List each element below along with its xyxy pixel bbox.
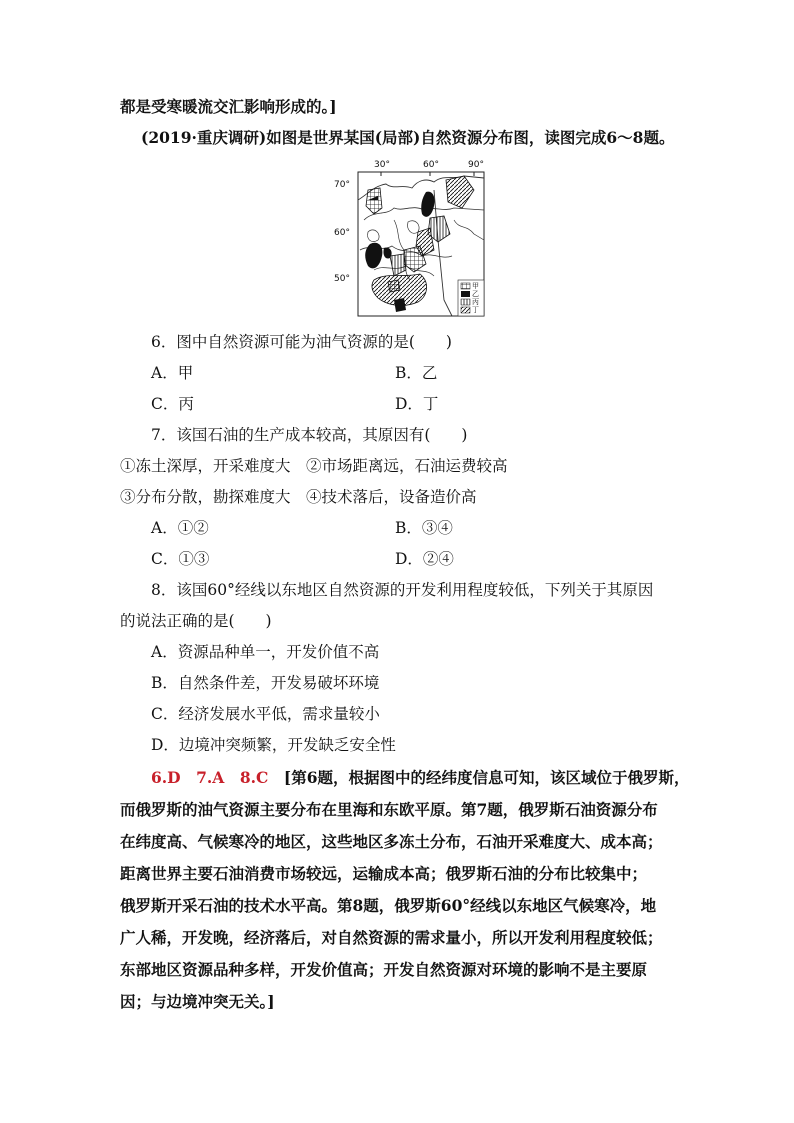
lat-label-60: 60° xyxy=(334,228,350,238)
q8-option-a: A．资源品种单一，开发价值不高 xyxy=(151,643,380,661)
q7-statements-1: ①冻土深厚，开采难度大 ②市场距离远，石油运费较高 xyxy=(120,457,508,475)
q8-option-d: D．边境冲突频繁，开发缺乏安全性 xyxy=(151,736,396,754)
answer-line-6: 广人稀，开发晚，经济落后，对自然资源的需求量小，所以开发利用程度较低； xyxy=(120,928,663,947)
q6-option-d: D．丁 xyxy=(395,395,439,413)
q7-option-d: D．②④ xyxy=(395,550,454,568)
answer-line-5: 俄罗斯开采石油的技术水平高。第8题，俄罗斯60°经线以东地区气候寒冷，地 xyxy=(120,896,657,915)
answer-line-7: 东部地区资源品种多样，开发价值高；开发自然资源对环境的影响不是主要原 xyxy=(120,960,648,979)
q7-option-c: C．①③ xyxy=(151,550,210,568)
answer-key: 6.D 7.A 8.C xyxy=(151,768,269,787)
q7-option-b: B．③④ xyxy=(395,519,453,537)
q8-stem-line-2: 的说法正确的是( ) xyxy=(120,612,272,630)
lat-label-70: 70° xyxy=(334,180,350,190)
legend-label-yi: 乙 xyxy=(472,290,479,298)
q7-option-a: A．①② xyxy=(151,519,209,537)
resource-map-figure xyxy=(334,160,486,318)
answer-line-4: 距离世界主要石油消费市场较远，运输成本高；俄罗斯石油的分布比较集中； xyxy=(120,864,648,883)
lon-label-90: 90° xyxy=(468,160,484,170)
legend-label-ding: 丁 xyxy=(472,306,479,314)
q7-statements-2: ③分布分散，勘探难度大 ④技术落后，设备造价高 xyxy=(120,488,477,506)
q6-option-a: A．甲 xyxy=(151,364,194,382)
q6-option-b: B．乙 xyxy=(395,364,438,382)
legend-label-bing: 丙 xyxy=(472,298,479,306)
q8-stem-line-1: 8．该国60°经线以东地区自然资源的开发利用程度较低，下列关于其原因 xyxy=(151,581,654,599)
q8-option-c: C．经济发展水平低，需求量较小 xyxy=(151,705,380,723)
lon-label-60: 60° xyxy=(423,160,439,170)
lon-label-30: 30° xyxy=(374,160,390,170)
lat-label-50: 50° xyxy=(334,274,350,284)
answer-line-1 xyxy=(151,767,690,789)
legend-label-jia: 甲 xyxy=(472,282,479,290)
continuation-text: 都是受寒暖流交汇影响形成的。] xyxy=(120,97,337,116)
q6-option-c: C．丙 xyxy=(151,395,194,413)
answer-line-3: 在纬度高、气候寒冷的地区，这些地区多冻土分布，石油开采难度大、成本高； xyxy=(120,832,663,851)
q6-stem: 6．图中自然资源可能为油气资源的是( ) xyxy=(151,333,452,351)
q8-option-b: B．自然条件差，开发易破坏环境 xyxy=(151,674,380,692)
answer-text-1: [第6题，根据图中的经纬度信息可知，该区域位于俄罗斯， xyxy=(283,768,690,787)
q7-stem: 7．该国石油的生产成本较高，其原因有( ) xyxy=(151,426,468,444)
question-intro: (2019·重庆调研)如图是世界某国(局部)自然资源分布图，读图完成6～8题。 xyxy=(141,128,675,147)
answer-line-2: 而俄罗斯的油气资源主要分布在里海和东欧平原。第7题，俄罗斯石油资源分布 xyxy=(120,800,658,819)
answer-line-8: 因；与边境冲突无关。] xyxy=(120,992,275,1011)
